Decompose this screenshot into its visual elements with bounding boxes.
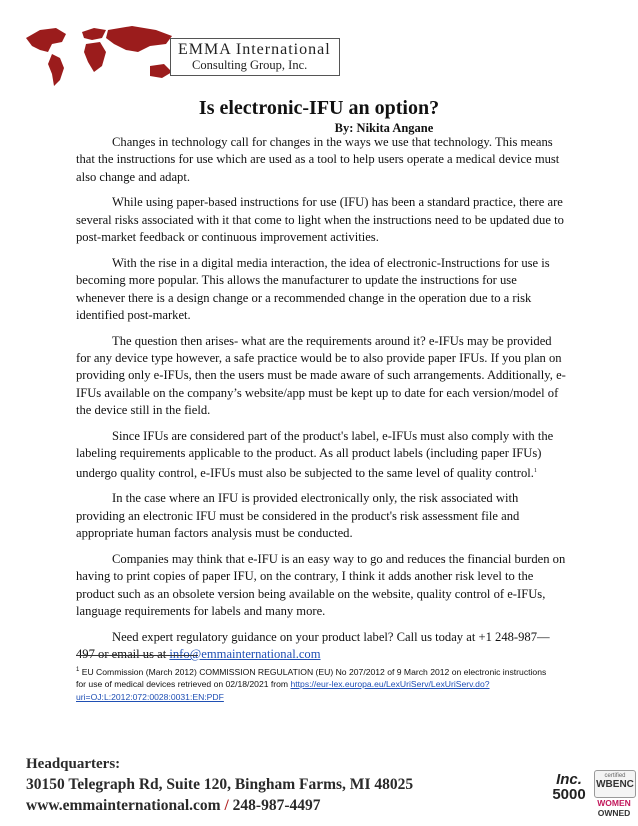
owned-label: OWNED bbox=[597, 808, 631, 818]
paragraph-4: The question then arises- what are the requirements around it? e-IFUs may be provided for any device type however, a safe practice would be to also provide paper IFUs. If you plan on providing only e-IFUs, then the users must be made aware of such arrangements. Additionally, e-IFUs available on the company’s website/app must be kept up to date for each version/model of the device still in the field. bbox=[76, 333, 566, 418]
contact-separator: / bbox=[220, 797, 233, 814]
inc-5000-badge bbox=[548, 772, 590, 806]
headquarters-block bbox=[26, 755, 413, 816]
hq-label: Headquarters: bbox=[26, 756, 121, 772]
women-owned-badge bbox=[594, 798, 634, 822]
paragraph-3: With the rise in a digital media interaction, the idea of electronic-Instructions for use is becoming more popular. This allows the manufacturer to update the instructions for use whenever there is a design change or a recommended change in the operation due to a risk identified post-market. bbox=[76, 255, 550, 323]
women-label: WOMEN bbox=[597, 798, 631, 808]
byline-text: By: Nikita Angane bbox=[334, 121, 434, 135]
footnote-link[interactable]: https://eur-lex.europa.eu/LexUriServ/LexUriServ.do?uri=OJ:L:2012:072:0028:0031:EN:PDF bbox=[76, 679, 490, 702]
inc-label: Inc. bbox=[556, 771, 582, 788]
paragraph-1: Changes in technology call for changes in the ways we use that technology. This means that the instructions for use which are used as a tool to help users operate a medical device must also change and adapt. bbox=[76, 135, 560, 184]
closing-text: Need expert regulatory guidance on your product label? Call us today at +1 248-987—497 or email us at bbox=[76, 629, 550, 662]
paragraph-7: Companies may think that e-IFU is an easy way to go and reduces the financial burden on having to print copies of paper IFU, on the contrary, I think it adds another risk level to the product such as an obsolete version being available on the website, quality control of e-IFUs, language requirements for labels and many more. bbox=[76, 551, 566, 619]
footnote-text: EU Commission (March 2012) COMMISSION REGULATION (EU) No 207/2012 of 9 March 2012 on electronic instructions for use of medical devices retrieved on 02/18/2021 from bbox=[76, 666, 547, 690]
wbenc-label: WBENC bbox=[596, 779, 634, 790]
paragraph-6: In the case where an IFU is provided electronically only, the risk associated with providing an electronic IFU must be considered in the product's risk assessment file and appropriate human factors analysis must be conducted. bbox=[76, 491, 520, 541]
paragraph-2: While using paper-based instructions for use (IFU) has been a standard practice, there are several risks associated with it that come to light when the instructions need to be updated due to post-market feedback or continuous improvement activities. bbox=[76, 195, 564, 245]
brand-subtitle: Consulting Group, Inc. bbox=[192, 58, 308, 72]
article-body bbox=[76, 134, 566, 672]
paragraph-5-text: Since IFUs are considered part of the product's label, e-IFUs must also comply with the labeling requirements applicable to the product. As all product labels (including paper IFUs) undergo quality control, e-IFUs must also be subjected to the same level of quality control. bbox=[76, 428, 554, 480]
paragraph-5 bbox=[76, 428, 566, 482]
footnote-divider bbox=[76, 655, 198, 656]
inc-number: 5000 bbox=[552, 786, 586, 803]
world-map-logo-icon bbox=[22, 20, 182, 92]
phone-number: 248-987-4497 bbox=[232, 797, 321, 814]
footnote bbox=[76, 664, 556, 703]
footnote-marker: 1 bbox=[76, 667, 80, 673]
hq-contact bbox=[26, 796, 413, 816]
article-title: Is electronic-IFU an option? bbox=[198, 97, 440, 119]
email-link[interactable]: info@emmainternational.com bbox=[169, 647, 321, 662]
wbenc-badge bbox=[594, 770, 636, 798]
hq-address: 30150 Telegraph Rd, Suite 120, Bingham Farms, MI 48025 bbox=[26, 776, 414, 793]
brand-name: EMMA International bbox=[178, 41, 331, 58]
wbenc-certified: certified bbox=[604, 773, 626, 779]
website-link[interactable]: www.emmainternational.com bbox=[26, 797, 221, 814]
closing-paragraph bbox=[76, 629, 566, 664]
footnote-reference[interactable]: 1 bbox=[533, 467, 537, 474]
